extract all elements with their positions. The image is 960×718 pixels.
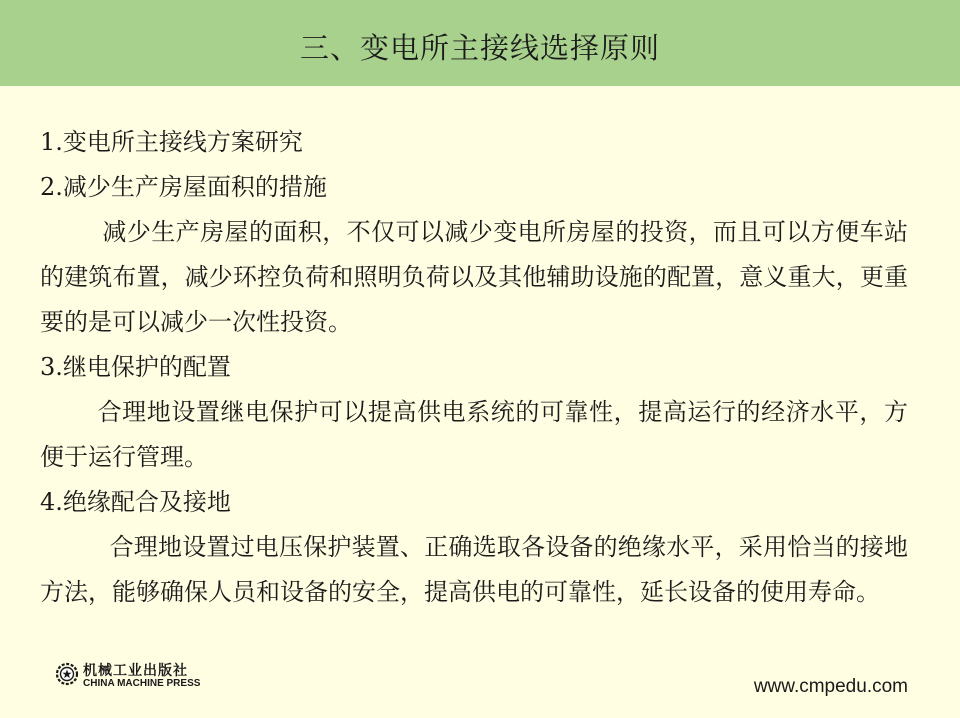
item-3-body: 合理地设置继电保护可以提高供电系统的可靠性，提高运行的经济水平，方便于运行管理。 — [40, 398, 908, 471]
publisher-name-en: CHINA MACHINE PRESS — [83, 678, 201, 689]
gear-star-logo-icon — [55, 662, 79, 686]
item-2-body: 减少生产房屋的面积，不仅可以减少变电所房屋的投资，而且可以方便车站的建筑布置，减少环控负荷和照明负荷以及其他辅助设施的配置，意义重大，更重要的是可以减少一次性投资。 — [40, 218, 908, 336]
publisher-logo — [55, 660, 225, 692]
title-bar — [0, 0, 960, 86]
slide-title: 三、变电所主接线选择原则 — [299, 31, 660, 65]
item-1-heading: 1.变电所主接线方案研究 — [40, 128, 303, 156]
item-4-heading: 4.绝缘配合及接地 — [40, 488, 231, 516]
item-3-heading: 3.继电保护的配置 — [40, 353, 231, 381]
item-4-body: 合理地设置过电压保护装置、正确选取各设备的绝缘水平，采用恰当的接地方法，能够确保人员和设备的安全，提高供电的可靠性，延长设备的使用寿命。 — [40, 533, 908, 606]
slide-content — [40, 120, 908, 615]
item-2-heading: 2.减少生产房屋面积的措施 — [40, 173, 327, 201]
publisher-name-cn: 机械工业出版社 — [83, 663, 188, 679]
website-url: www.cmpedu.com — [753, 676, 908, 697]
